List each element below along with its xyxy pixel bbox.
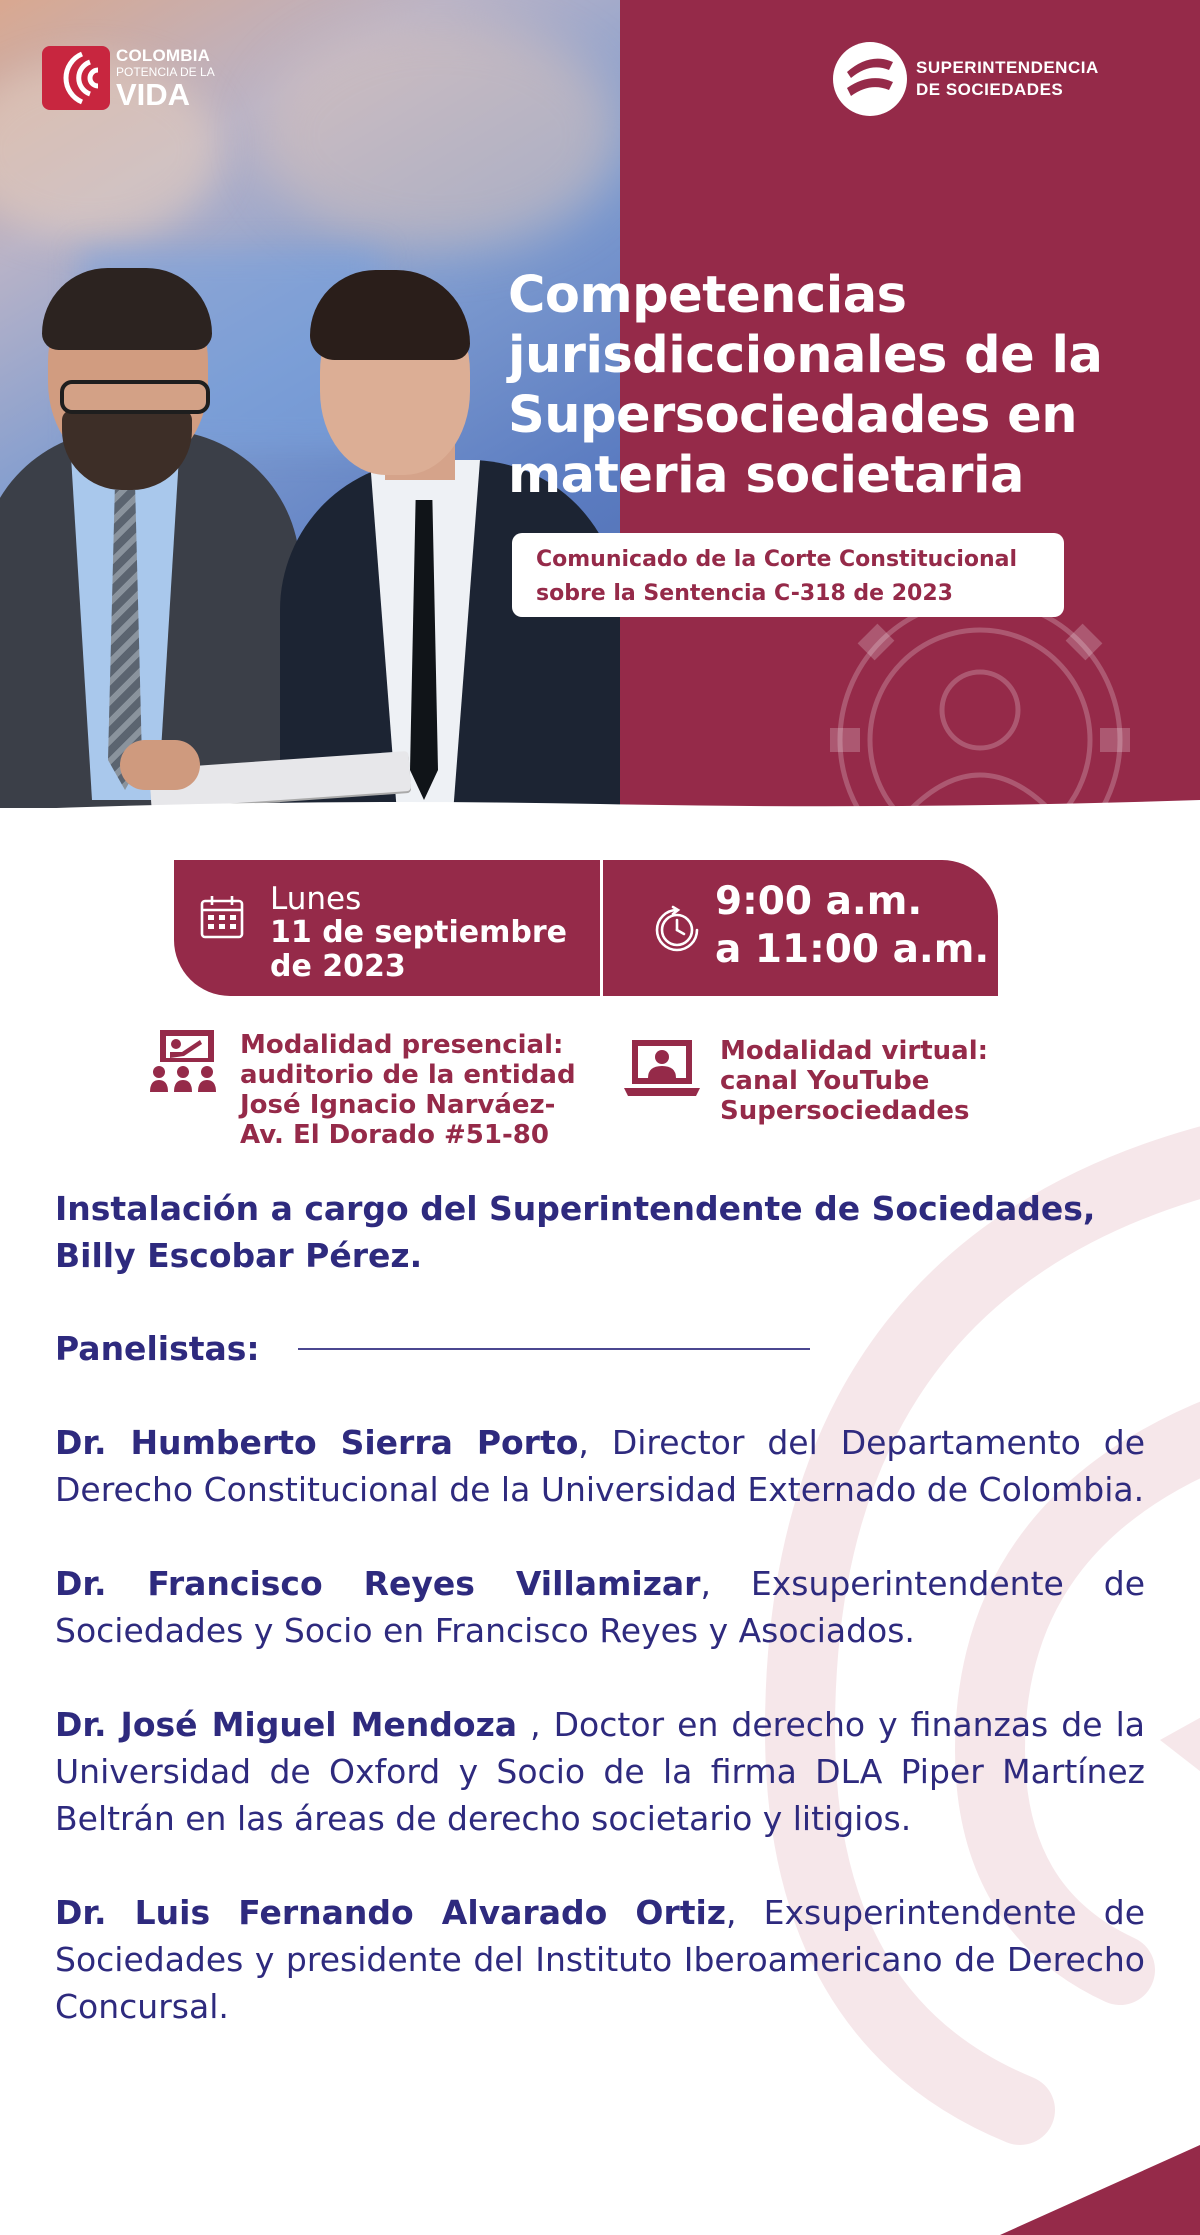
supersociedades-logo-icon [833,42,907,116]
subtitle-box [512,533,1064,617]
time-block [603,860,998,996]
panelists-label: Panelistas: [55,1329,260,1368]
title-line: Supersociedades en [508,386,1078,445]
logo-line-colombia: COLOMBIA [116,45,211,65]
clock-icon [651,904,703,956]
panelists-heading [55,1325,1145,1372]
panelist-name: Dr. Francisco Reyes Villamizar [55,1564,701,1603]
colombia-potencia-logo [42,46,215,110]
event-day: Lunes [270,881,362,917]
schedule-bar [174,860,998,996]
title-line: materia societaria [508,446,1024,505]
presencial-line: Modalidad presencial: [240,1030,564,1060]
panelist-description: , Exsuperintendente de Sociedades y presidente del Instituto Iberoamericano de Derecho Concursal. [55,1893,1145,2026]
panelist-entry [55,1419,1145,1513]
event-details [55,1185,1145,2030]
calendar-icon [198,894,246,942]
date-block [174,860,600,996]
supersociedades-logo [833,42,1099,116]
panelist-entry [55,1701,1145,1842]
event-time-end: a 11:00 a.m. [715,927,990,972]
logo-line-de-sociedades: DE SOCIEDADES [916,80,1064,99]
title-line: jurisdiccionales de la [508,326,1103,385]
colombia-logo-icon [42,46,110,110]
event-title [508,266,1188,506]
logo-line-vida: VIDA [116,76,191,112]
classroom-presenter-icon [150,1030,216,1096]
presencial-modality [150,1030,576,1150]
event-date-line1: 11 de septiembre [270,915,567,950]
event-time-start: 9:00 a.m. [715,879,923,924]
subtitle-line: sobre la Sentencia C-318 de 2023 [536,581,953,606]
laptop-user-icon [624,1036,700,1102]
virtual-line: Modalidad virtual: [720,1036,989,1066]
virtual-line: Supersociedades [720,1096,970,1126]
installation-note: Instalación a cargo del Superintendente de Sociedades, Billy Escobar Pérez. [55,1189,1096,1275]
panelist-description: , Director del Departamento de Derecho Constitucional de la Universidad Externado de Colombia. [55,1423,1145,1509]
virtual-modality [624,1036,988,1126]
logo-line-superintendencia: SUPERINTENDENCIA [916,58,1099,77]
panelist-name: Dr. Humberto Sierra Porto [55,1423,579,1462]
title-line: Competencias [508,266,907,325]
panelist-entry [55,1560,1145,1654]
panelist-description: , Doctor en derecho y finanzas de la Universidad de Oxford y Socio de la firma DLA Piper Martínez Beltrán en las áreas de derecho societario y litigios. [55,1705,1145,1838]
presencial-line: auditorio de la entidad [240,1060,576,1090]
logo-line-potencia: POTENCIA DE LA [116,64,215,79]
subtitle-line: Comunicado de la Corte Constitucional [536,547,1018,572]
presencial-line: Av. El Dorado #51-80 [240,1120,549,1150]
panelist-description: , Exsuperintendente de Sociedades y Socio en Francisco Reyes y Asociados. [55,1564,1146,1650]
virtual-line: canal YouTube [720,1066,930,1096]
header-banner [0,0,1200,808]
event-date-line2: de 2023 [270,949,406,984]
panelist-name: Dr. José Miguel Mendoza [55,1705,518,1744]
heading-rule [298,1348,810,1350]
panelist-name: Dr. Luis Fernando Alvarado Ortiz [55,1893,727,1932]
header-wave-divider [0,790,1200,850]
presencial-line: José Ignacio Narváez- [240,1090,556,1120]
panelist-entry [55,1889,1145,2030]
